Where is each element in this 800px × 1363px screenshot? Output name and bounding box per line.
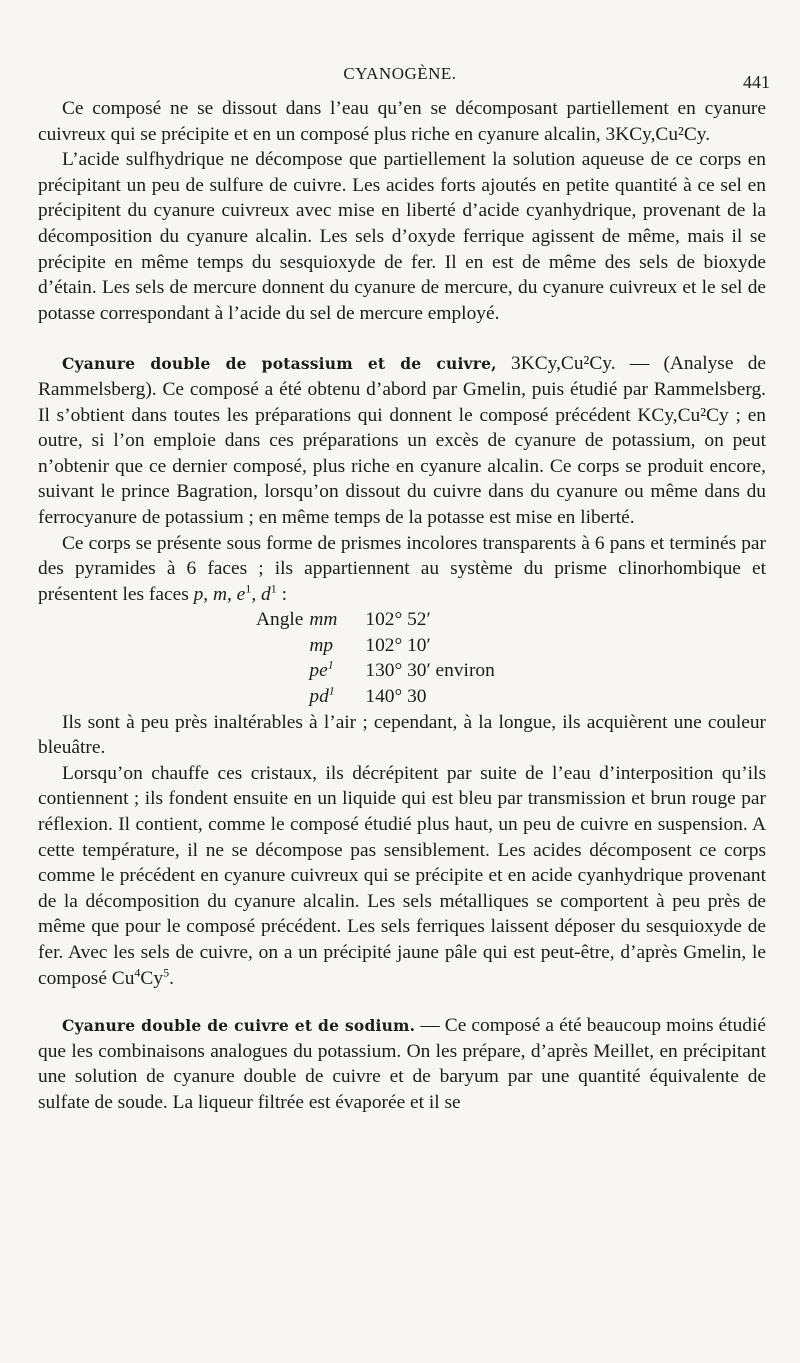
section-gap (38, 326, 766, 351)
paragraph-crystal-form: Ce corps se présente sous forme de prismes incolores transparents à 6 pans et terminés par des pyramides à 6 faces ; ils appartiennent au système du prisme clinorhombique et présentent les faces p, m, $e^1$, $d^1$ : (38, 532, 766, 605)
angle-table (256, 607, 495, 709)
running-title: CYANOGÈNE. (343, 64, 457, 83)
angle-row: $pe^1$ 130° 30′ environ (309, 658, 495, 682)
section-potassium-cuivre (38, 351, 766, 530)
section-text: — Ce composé a été beaucoup moins étudié que les combinaisons analogues du potassium. On les prépare, d’après Meillet, en précipitant une solution de cyanure double de cuivre et de baryum par une quantité équivalente de sulfate de soude. La liqueur filtrée est évaporée et il se (38, 1015, 766, 1113)
paragraph-1: Ce composé ne se dissout dans l’eau qu’en se décomposant partiellement en cyanure cuivreux qui se précipite et en un composé plus riche en cyanure alcalin, 3KCy,Cu²Cy. (38, 98, 766, 145)
paragraph-5: Lorsqu’on chauffe ces cristaux, ils décrépitent par suite de l’eau d’interposition qu’ils contiennent ; ils fondent ensuite en un liquide qui est bleu par transmission et brun rouge par réflexion. Il contient, comme le composé étudié plus haut, un peu de cuivre en suspension. A cette température, il ne se décompose pas sensiblement. Les acides décomposent ce corps comme le précédent en cyanure cuivreux qui se précipite et en acide cyanhydrique provenant de la décomposition du cyanure alcalin. Les sels métalliques se comportent à peu près de même que pour le composé précédent. Les sels ferriques laissent déposer du sesquioxyde de fer. Avec les sels de cuivre, on a un précipité jaune pâle qui est peut-être, d’après Gmelin, le composé Cu$^4$Cy$^5$. (38, 762, 766, 989)
angle-row: $pd^1$ 140° 30 (309, 683, 427, 708)
body-text (38, 96, 766, 1116)
page-number: 441 (743, 72, 770, 92)
section-text: 3KCy,Cu²Cy. — (Analyse de Rammelsberg). Ce composé a été obtenu d’abord par Gmelin, puis étudié par Rammelsberg. Il s’obtient dans toutes les préparations qui donnent le composé précédent KCy,Cu²Cy ; en outre, si l’on emploie dans ces préparations un excès de cyanure de potassium, on peut n’obtenir que ce dernier composé, plus riche en cyanure alcalin. Ce corps se produit encore, suivant le prince Bagration, lorsqu’on dissout du cuivre dans du cyanure ou même dans du ferrocyanure de potassium ; en même temps de la potasse est mise en liberté. (38, 353, 766, 528)
paragraph-2: L’acide sulfhydrique ne décompose que partiellement la solution aqueuse de ce corps en précipitant un peu de sulfure de cuivre. Les acides forts ajoutés en petite quantité à ce sel en précipitent du cyanure cuivreux avec mise en liberté d’acide cyanhydrique, provenant de la décomposition du cyanure alcalin. Les sels d’oxyde ferrique agissent de même, mais il se précipite en même temps du sesquioxyde de fer. Il en est de même des sels de bioxyde d’étain. Les sels de mercure donnent du cyanure de mercure, du cyanure cuivreux et le sel de potasse correspondant à l’acide du sel de mercure employé. (38, 149, 766, 324)
section-gap (38, 991, 766, 1013)
section-heading: Cyanure double de potassium et de cuivre, (62, 354, 497, 374)
paragraph-4: Ils sont à peu près inaltérables à l’air ; cependant, à la longue, ils acquièrent une couleur bleuâtre. (38, 711, 766, 759)
angle-row: mp 102° 10′ (309, 634, 431, 656)
running-head (0, 60, 800, 90)
section-heading: Cyanure double de cuivre et de sodium. (62, 1016, 416, 1036)
section-cuivre-sodium (38, 1013, 766, 1115)
angle-row: Angle mm 102° 52′ (256, 609, 431, 631)
